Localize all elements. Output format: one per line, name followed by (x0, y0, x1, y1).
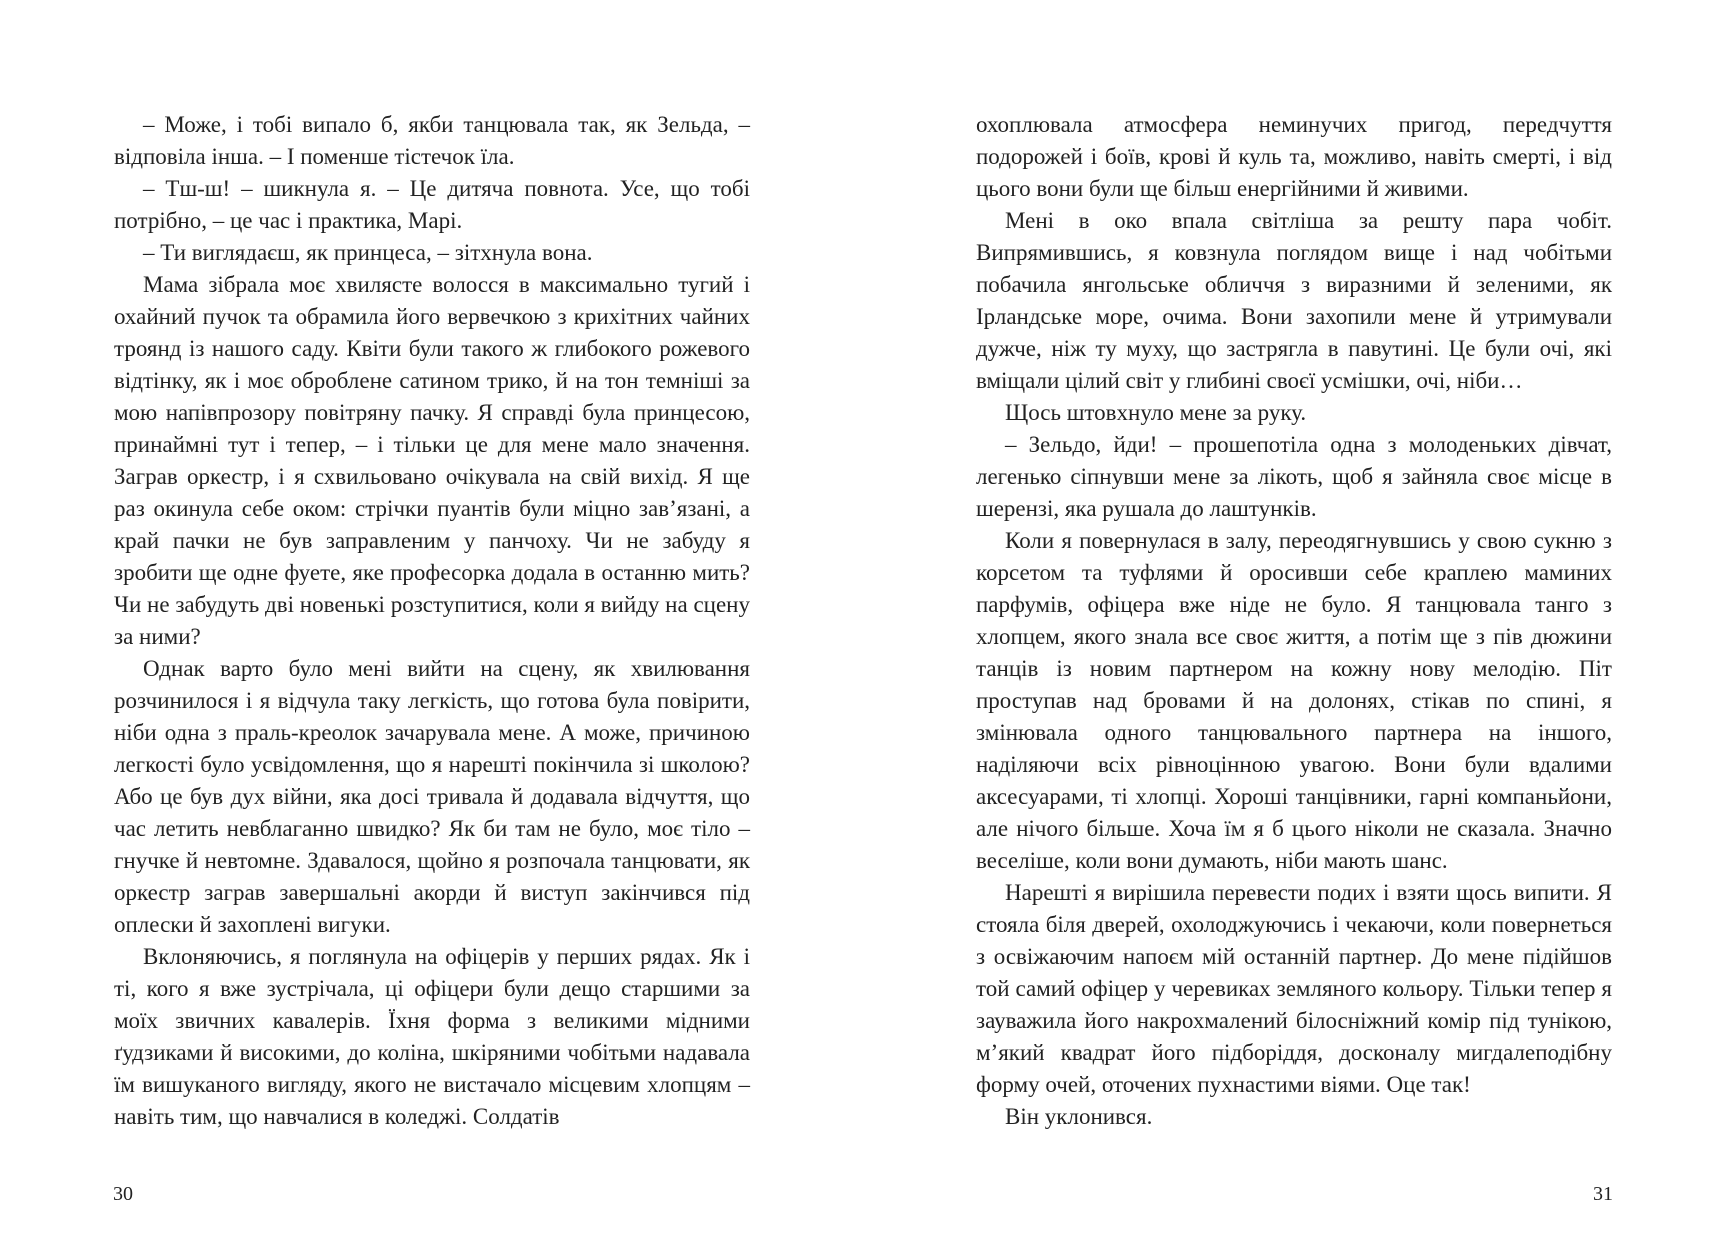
paragraph: Нарешті я вирішила перевести подих і взяти щось випити. Я стояла біля дверей, охолоджуючись і чекаючи, коли повернеться з освіжаючим напоєм мій останній партнер. До мене підійшов той самий офіцер у черевиках земляного кольору. Тільки тепер я зауважила його накрохмалений білосніжний комір під тунікою, м’який квадрат його підборіддя, досконалу мигдалеподібну форму очей, оточених пухнастими віями. Оце так! (976, 880, 1612, 1097)
paragraph: – Тш-ш! – шикнула я. – Це дитяча повнота. Усе, що тобі потрібно, – це час і практика, Марі. (114, 176, 750, 233)
paragraph: Мені в око впала світліша за решту пара чобіт. Випрямившись, я ковзнула поглядом вище і над чобітьми побачила янгольське обличчя з виразними й зеленими, як Ірландське море, очима. Вони захопили мене й утримували дужче, ніж ту муху, що застрягла в павутині. Це були очі, які вміщали цілий світ у глибині своєї усмішки, очі, ніби… (976, 208, 1612, 393)
page-number-right: 31 (1593, 1183, 1613, 1205)
paragraph: Він уклонився. (1005, 1104, 1153, 1129)
paragraph: Вклоняючись, я поглянула на офіцерів у перших рядах. Як і ті, кого я вже зустрічала, ці офіцери були дещо старшими за моїх звичних кавалерів. Їхня форма з великими мідними ґудзиками й високими, до коліна, шкіряними чобітьми надавала їм вишуканого вигляду, якого не вистачало місцевим хлопцям – навіть тим, що навчалися в коледжі. Солдатів (114, 944, 750, 1129)
paragraph: Щось штовхнуло мене за руку. (1005, 400, 1307, 425)
paragraph: охоплювала атмосфера неминучих пригод, передчуття подорожей і боїв, крові й куль та, можливо, навіть смерті, і від цього вони були ще більш енергійними й живими. (976, 112, 1612, 201)
paragraph: Однак варто було мені вийти на сцену, як хвилювання розчинилося і я відчула таку легкість, що готова була повірити, ніби одна з праль-креолок зачарувала мене. А може, причиною легкості було усвідомлення, що я нарешті покінчила зі школою? Або це був дух війни, яка досі тривала й додавала відчуття, що час летить невблаганно швидко? Як би там не було, моє тіло – гнучке й невтомне. Здавалося, щойно я розпочала танцювати, як оркестр заграв завершальні акорди й виступ закінчився під оплески й захоплені вигуки. (114, 656, 750, 937)
left-page-text (114, 109, 750, 1133)
paragraph: Мама зібрала моє хвилясте волосся в максимально тугий і охайний пучок та обрамила його вервечкою з крихітних чайних троянд із нашого саду. Квіти були такого ж глибокого рожевого відтінку, як і моє оброблене сатином трико, й на тон темніші за мою напівпрозору повітряну пачку. Я справді була принцесою, принаймні тут і тепер, – і тільки це для мене мало значення. Заграв оркестр, і я схвильовано очікувала на свій вихід. Я ще раз окинула себе оком: стрічки пуантів були міцно зав’язані, а край пачки не був заправленим у панчоху. Чи не забуду я зробити ще одне фуете, яке професорка додала в останню мить? Чи не забудуть дві новенькі розступитися, коли я вийду на сцену за ними? (114, 272, 750, 649)
paragraph: – Зельдо, йди! – прошепотіла одна з молоденьких дівчат, легенько сіпнувши мене за лікоть, щоб я зайняла своє місце в шерензі, яка рушала до лаштунків. (976, 432, 1612, 521)
paragraph: – Ти виглядаєш, як принцеса, – зітхнула вона. (143, 240, 593, 265)
page-number-left: 30 (113, 1183, 133, 1205)
paragraph: Коли я повернулася в залу, переодягнувшись у свою сукню з корсетом та туфлями й оросивши себе краплею маминих парфумів, офіцера вже ніде не було. Я танцювала танго з хлопцем, якого знала все своє життя, а потім ще з пів дюжини танців із новим партнером на кожну нову мелодію. Піт проступав над бровами й на долонях, стікав по спині, я змінювала одного танцювального партнера на іншого, наділяючи всіх рівноцінною увагою. Вони були вдалими аксесуарами, ті хлопці. Хороші танцівники, гарні компаньйони, але нічого більше. Хоча їм я б цього ніколи не сказала. Значно веселіше, коли вони думають, ніби мають шанс. (976, 528, 1612, 873)
paragraph: – Може, і тобі випало б, якби танцювала так, як Зельда, – відповіла інша. – І поменше тістечок їла. (114, 112, 750, 169)
right-page-text (976, 109, 1612, 1133)
